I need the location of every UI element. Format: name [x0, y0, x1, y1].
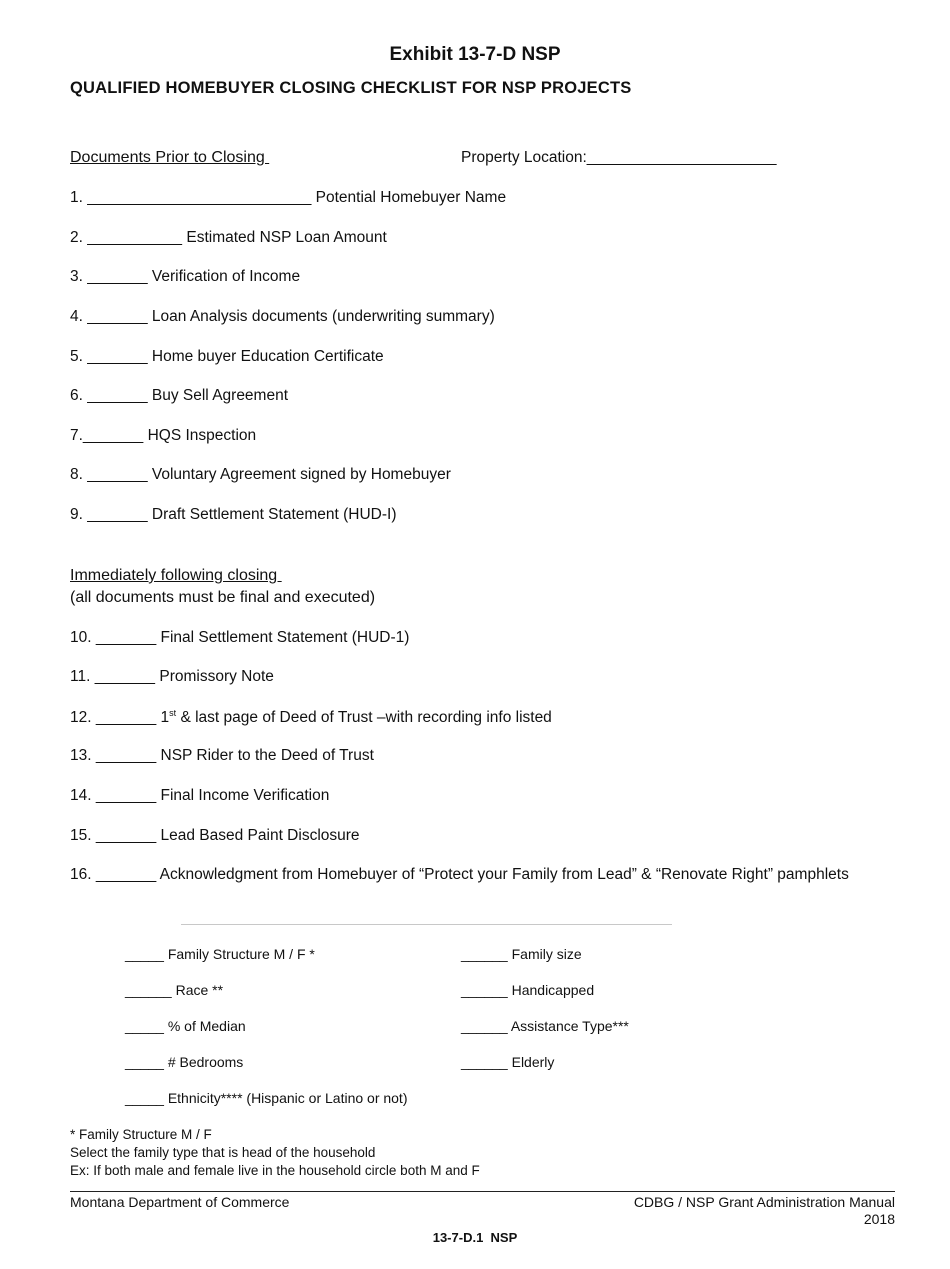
stat-family-size: ______ Family size [461, 946, 582, 962]
checklist-item-12-ordinal: 1 [160, 709, 170, 726]
section-heading-prior: Documents Prior to Closing [70, 149, 270, 166]
property-location-field: Property Location:______________________ [461, 149, 777, 166]
stat-ethnicity: _____ Ethnicity**** (Hispanic or Latino or not) [125, 1090, 408, 1106]
checklist-item-8: 8. _______ Voluntary Agreement signed by Homebuyer [70, 466, 451, 483]
section-heading-after: Immediately following closing [70, 567, 282, 584]
checklist-item-4: 4. _______ Loan Analysis documents (underwriting summary) [70, 308, 495, 325]
checklist-item-11: 11. _______ Promissory Note [70, 668, 274, 685]
footer-manual [535, 1194, 895, 1228]
checklist-item-15: 15. _______ Lead Based Paint Disclosure [70, 827, 360, 844]
checklist-item-6: 6. _______ Buy Sell Agreement [70, 387, 289, 404]
checklist-item-9: 9. _______ Draft Settlement Statement (HUD-I) [70, 506, 397, 523]
footer-rule [70, 1191, 895, 1192]
checklist-item-1: 1. __________________________ Potential Homebuyer Name [70, 189, 507, 206]
checklist-item-12 [70, 708, 552, 727]
footnote-line-1: * Family Structure M / F [70, 1127, 212, 1142]
checklist-item-7: 7._______ HQS Inspection [70, 427, 257, 444]
checklist-item-16: 16. _______ Acknowledgment from Homebuyer of “Protect your Family from Lead” & “Renovate Right” pamphlets [70, 866, 849, 883]
stat-race: ______ Race ** [125, 982, 224, 998]
exhibit-title: Exhibit 13-7-D NSP [389, 44, 561, 65]
footer-manual-year: 2018 [863, 1211, 895, 1227]
stat-pct-median: _____ % of Median [125, 1018, 246, 1034]
footer-department: Montana Department of Commerce [70, 1194, 290, 1210]
footnote-line-3: Ex: If both male and female live in the household circle both M and F [70, 1163, 480, 1178]
footer-manual-title: CDBG / NSP Grant Administration Manual [633, 1194, 895, 1210]
section-subheading-after: (all documents must be final and executed) [70, 589, 376, 606]
checklist-title: QUALIFIED HOMEBUYER CLOSING CHECKLIST FOR NSP PROJECTS [70, 79, 632, 97]
page-number: 13-7-D.1 NSP [432, 1230, 518, 1245]
checklist-item-2: 2. ___________ Estimated NSP Loan Amount [70, 229, 387, 246]
checklist-item-13: 13. _______ NSP Rider to the Deed of Trust [70, 747, 374, 764]
stat-handicapped: ______ Handicapped [461, 982, 595, 998]
checklist-item-3: 3. _______ Verification of Income [70, 268, 301, 285]
checklist-item-10: 10. _______ Final Settlement Statement (HUD-1) [70, 629, 410, 646]
stat-family-structure: _____ Family Structure M / F * [125, 946, 315, 962]
checklist-item-14: 14. _______ Final Income Verification [70, 787, 330, 804]
footnote-line-2: Select the family type that is head of the household [70, 1145, 376, 1160]
separator-line [181, 924, 672, 925]
checklist-item-12-suffix: st [169, 708, 177, 718]
stat-bedrooms: _____ # Bedrooms [125, 1054, 244, 1070]
checklist-item-5: 5. _______ Home buyer Education Certificate [70, 348, 384, 365]
stat-elderly: ______ Elderly [461, 1054, 555, 1070]
checklist-item-12-prefix: 12. _______ [70, 709, 161, 726]
stat-assistance-type: ______ Assistance Type*** [461, 1018, 629, 1034]
checklist-item-12-text: & last page of Deed of Trust –with recording info listed [176, 709, 552, 726]
